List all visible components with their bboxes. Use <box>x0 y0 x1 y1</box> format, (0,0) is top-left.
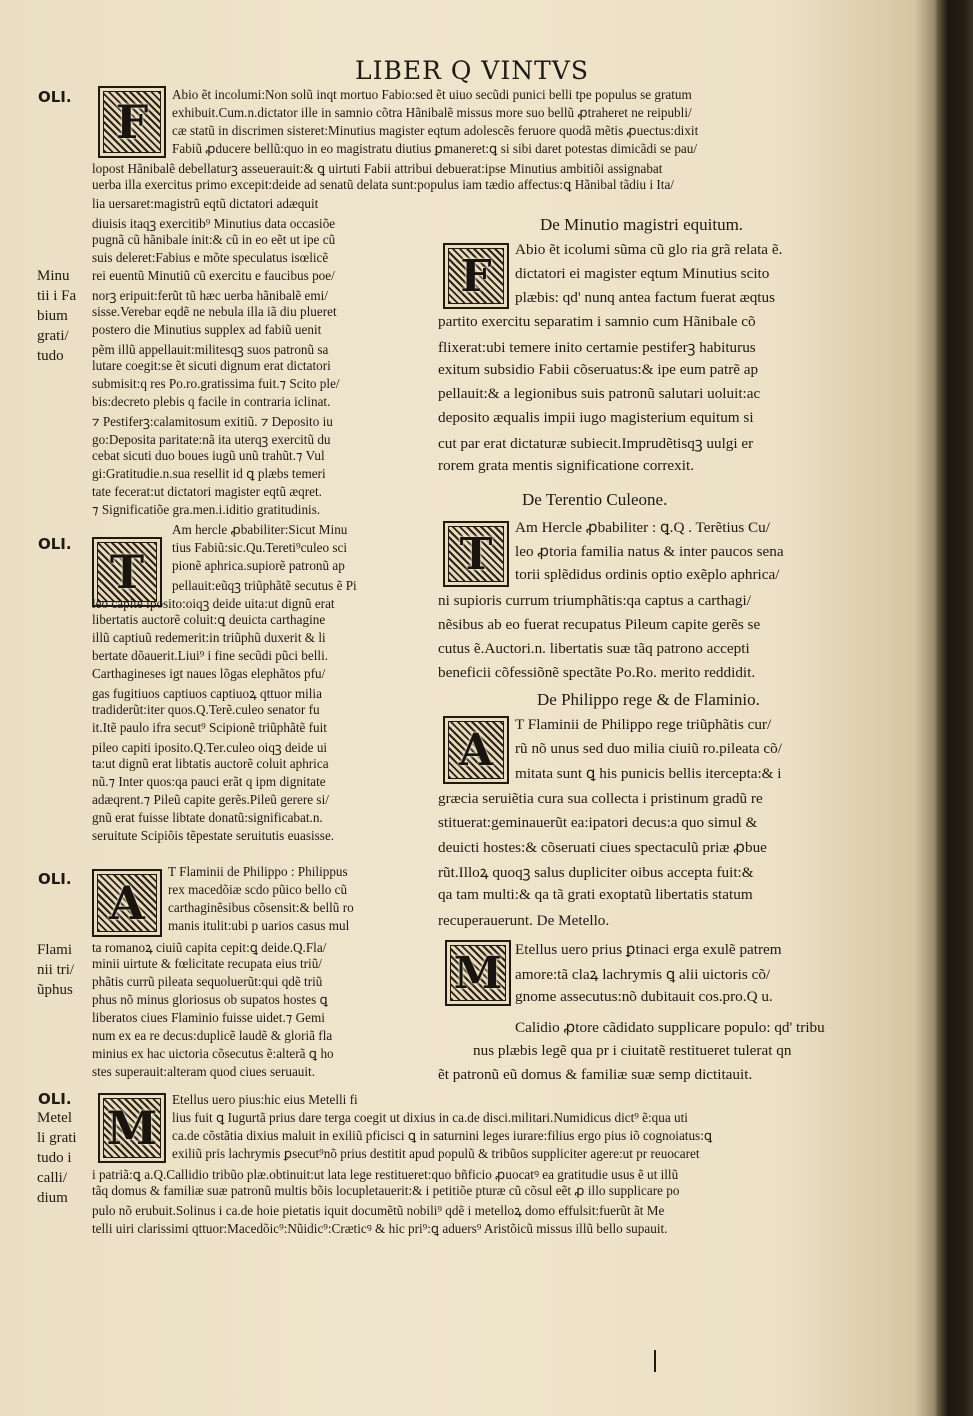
running-header: LIBER Q VINTVS <box>355 56 589 85</box>
text-line: tate fecerat:ut dictatori magister eqtũ æqret. <box>92 484 322 499</box>
text-line: Etellus uero prius ꝑtinaci erga exulẽ patrem <box>515 941 782 958</box>
text-line: deposito æqualis impii iugo magisterium equitum si <box>438 409 754 426</box>
text-line: submisit:q res Po.ro.gratissima fuit.⁊ Scito ple/ <box>92 376 340 391</box>
text-line: minius ex hac uictoria cõsecutus ẽ:alterã ꝗ ho <box>92 1046 334 1061</box>
text-line: pionẽ aphrica.supiorẽ patronũ ap <box>172 558 345 573</box>
text-line: lia uersaret:magistrũ eqtũ dictatori adæquit <box>92 196 319 211</box>
text-line: ⁊ Significatiõe gra.men.i.iditio gratitudinis. <box>92 502 321 517</box>
text-line: T Flaminii de Philippo : Philippus <box>168 864 348 879</box>
text-line: rorem grata mentis significatione correxit. <box>438 457 694 474</box>
text-line: seruitute Scipiõis tẽpestate seruitutis euasisse. <box>92 828 335 843</box>
text-line: Calidio ꝓtore cãdidato supplicare populo: qd' tribu <box>515 1019 825 1036</box>
text-line: qa tam multi:& qa tã grati exoptatũ libertatis statum <box>438 886 753 903</box>
text-line: lopost Hãnibalẽ debellaturꝫ asseuerauit:& ꝗ uirtuti Fabii attribui debuerat:ipse Minutius ambitiõi assignabat <box>92 161 663 176</box>
decorated-initial-t: T <box>443 521 509 587</box>
text-line: Am hercle ꝓbabiliter:Sicut Minu <box>172 522 348 537</box>
ink-mark <box>654 1350 656 1372</box>
margin-note: bium <box>37 308 68 324</box>
text-line: beneficii cõfessiõnẽ spectãte Po.Ro. merito reddidit. <box>438 664 756 681</box>
text-line: sisse.Verebar eqdẽ ne nebula illa iã diu plueret <box>92 304 337 319</box>
text-line: pileo capiti iposito.Q.Ter.culeo oiqꝫ deide ui <box>92 740 328 755</box>
text-line: exhibuit.Cum.n.dictator ille in samnio cõtra Hãnibalẽ missus more suo bellũ ꝓtraheret ne reipubli/ <box>172 105 692 120</box>
margin-note: OLI. <box>38 870 72 888</box>
text-line: græcia seruiẽtia cura sua collecta i pristinum gradũ re <box>438 790 763 807</box>
margin-note: dium <box>37 1190 68 1206</box>
margin-note: ũphus <box>37 982 73 998</box>
text-line: cebat sicuti duo boues iugũ unũ trahũt.⁊ Vul <box>92 448 325 463</box>
text-line: manis itulit:ubi p uarios casus mul <box>168 918 350 933</box>
text-line: exitum subsidio Fabii cõseruatus:& ipe eum patrẽ ap <box>438 361 759 378</box>
text-line: ⁊ Pestiferꝫ:calamitosum exitiũ. ⁊ Deposito iu <box>92 414 333 429</box>
text-line: rex macedõiæ scdo pũico bello cũ <box>168 882 348 897</box>
decorated-initial-a: A <box>92 869 162 937</box>
text-line: cut par erat dictaturæ subiecit.Imprudẽtisqꝫ uulgi er <box>438 435 754 452</box>
text-line: lutare coegit:se ẽt sicuti dignum erat dictatori <box>92 358 331 373</box>
text-line: ta:ut dignũ erat libtatis auctorẽ coluit aphrica <box>92 756 329 771</box>
text-line: gas fugitiuos captiuos captiuoꝝ qttuor milia <box>92 686 322 701</box>
text-line: bertate dõauerit.Liui⁹ i fine secũdi pũci belli. <box>92 648 329 663</box>
text-line: gnũ erat fuisse libtate donatũ:significabat.n. <box>92 810 323 825</box>
section-heading: De Minutio magistri equitum. <box>540 215 744 234</box>
text-line: ca.de cõstãtia dixius maluit in exiliũ pficisci ꝗ in saturnini leges iurare:filius ergo pius iõ cognoiatus:ꝗ <box>172 1128 713 1143</box>
margin-note: OLI. <box>38 88 72 106</box>
text-line: nus plæbis legẽ qua pr i ciuitatẽ restitueret tulerat qn <box>473 1042 792 1059</box>
text-line: phus nõ minus gloriosus ob supatos hostes ꝗ <box>92 992 328 1007</box>
margin-note: OLI. <box>38 1090 72 1108</box>
text-line: ẽt patronũ eũ domus & familiæ suæ semp dictitauit. <box>438 1066 753 1083</box>
text-line: flixerat:ubi temere inito certamie pestiferꝫ habiturus <box>438 339 756 356</box>
text-line: cæ statũ in discrimen sisteret:Minutius magister eqtum adolescẽs feruore quodã mẽtis ꝓuectus:dixit <box>172 123 699 138</box>
text-line: go:Deposita paritate:nã ita uterqꝫ exercitũ du <box>92 432 331 447</box>
text-line: rũ nõ unus sed duo milia ciuiũ ro.pileata cõ/ <box>515 740 782 757</box>
text-line: uerba illa exercitus primo excepit:deide ad senatũ delata sunt:populus iam tædio affectus:ꝗ Hãnibal tãdiu i Ita/ <box>92 177 674 192</box>
text-line: phãtis currũ pileata sequoluerũt:qui qdẽ triũ <box>92 974 323 989</box>
text-line: bis:decreto plebis q facile in contraria iclinat. <box>92 394 331 409</box>
text-line: Am Hercle ꝓbabiliter : ꝗ.Q . Terẽtius Cu/ <box>515 519 770 536</box>
section-heading: De Philippo rege & de Flaminio. <box>537 690 760 709</box>
text-line: tradiderũt:iter quos.Q.Terẽ.culeo senator fu <box>92 702 320 717</box>
text-line: leo ꝓtoria familia natus & inter paucos sena <box>515 543 784 560</box>
text-line: rũt.Illoꝝ quoqꝫ salus dupliciter oibus accepta fuit:& <box>438 864 754 881</box>
text-line: T Flaminii de Philippo rege triũphãtis cur/ <box>515 716 772 733</box>
text-line: dictatori ei magister eqtum Minutius scito <box>515 265 770 282</box>
decorated-initial-t: T <box>92 537 162 607</box>
text-line: Abio ẽt incolumi:Non solũ inqt mortuo Fabio:sed ẽt uiuo secũdi punici belli tpe populus se gratum <box>172 87 692 102</box>
text-line: suis deleret:Fabius e mõte speculatus isœlicẽ <box>92 250 329 265</box>
text-line: minii uirtute & fœlicitate recupata eius triũ/ <box>92 956 322 971</box>
text-line: tãq domus & familiæ suæ patronũ multis bõis locupletauerit:& i petitiõe pturæ cũ cõsul eẽt ꝓ illo supplicare po <box>92 1183 680 1198</box>
text-line: pellauit:& a legionibus suis patronũ salutari uoluit:ac <box>438 385 761 402</box>
text-line: leo capite iposito:oiqꝫ deide uita:ut dignũ erat <box>92 596 335 611</box>
text-line: ta romanoꝝ ciuiũ capita cepit:ꝗ deide.Q.Fla/ <box>92 940 327 955</box>
text-line: rei euentũ Minutiũ cũ exercitu e faucibus poe/ <box>92 268 335 283</box>
text-line: pẽm illũ appellauit:militesqꝫ suos patronũ sa <box>92 342 329 357</box>
text-line: it.Itẽ paulo ifra secut⁹ Scipionẽ triũphãtẽ fuit <box>92 720 327 735</box>
text-line: partito exercitu separatim i samnio cum Hãnibale cõ <box>438 313 756 330</box>
text-line: amore:tã claꝝ lachrymis ꝗ alii uictoris cõ/ <box>515 966 771 983</box>
text-line: plæbis: qd' nunq antea factum fuerat æqtus <box>515 289 776 306</box>
text-line: illũ captiuũ redemerit:in triũphũ duxerit & li <box>92 630 326 645</box>
text-line: cutus ẽ.Auctori.n. libertatis suæ tãq patrono accepti <box>438 640 750 657</box>
text-line: nũ.⁊ Inter quos:qa pauci erãt q ipm dignitate <box>92 774 326 789</box>
text-line: adæqrent.⁊ Pileũ capite gerẽs.Pileũ gerere si/ <box>92 792 329 807</box>
text-line: diuisis itaqꝫ exercitib⁹ Minutius data occasiõe <box>92 216 336 231</box>
decorated-initial-m: M <box>98 1093 166 1163</box>
text-line: i patriã:ꝗ a.Q.Callidio tribũo plæ.obtinuit:ut lata lege restitueret:quo bñficio ꝓuocatꝰ ea gratitudie usus ẽ ut illũ <box>92 1167 679 1182</box>
text-line: lius fuit ꝗ Iugurtã prius dare terga coegit ut dixius in ca.de disci.militari.Numidicus dict⁹ ẽ:qua uti <box>172 1110 688 1125</box>
text-line: deuicti hostes:& cõseruati ciues spectaculũ priæ ꝓbue <box>438 839 767 856</box>
text-line: pugnã cũ hãnibale init:& cũ in eo eẽt ut ipe cũ <box>92 232 336 247</box>
margin-note: tudo i <box>37 1150 72 1166</box>
text-line: ni supioris currum triumphãtis:qa captus a carthagi/ <box>438 592 751 609</box>
margin-note: li grati <box>37 1130 77 1146</box>
text-line: torii splẽdidus ordinis optio exẽplo aphrica/ <box>515 566 780 583</box>
margin-note: grati/ <box>37 328 69 344</box>
text-line: liberatos ciues Flaminio fuisse uidet.⁊ Gemi <box>92 1010 325 1025</box>
text-line: stituerat:geminauerũt ea:ipatori decus:a quo simul & <box>438 814 758 831</box>
decorated-initial-f: F <box>98 86 166 158</box>
text-line: telli uiri clarissimi qttuor:Macedõic⁹:Nũidic⁹:Cræticꝰ & hic pri⁹:ꝗ aduers⁹ Aristõicũ missus illũ bello supauit. <box>92 1221 668 1236</box>
page-edge <box>937 0 973 1416</box>
text-line: stes superauit:alteram quod ciues seruauit. <box>92 1064 316 1079</box>
text-line: num ex ea re decus:duplicẽ laudẽ & gloriã fla <box>92 1028 333 1043</box>
margin-note: tii i Fa <box>37 288 77 304</box>
section-heading: De Terentio Culeone. <box>522 490 668 509</box>
text-line: carthaginẽsibus cõsensit:& bellũ ro <box>168 900 354 915</box>
text-line: norꝫ eripuit:ferũt tũ hæc uerba hãnibalẽ emi/ <box>92 288 328 303</box>
margin-note: Minu <box>37 268 70 284</box>
text-line: gnome assecutus:nõ dubitauit cos.pro.Q u. <box>515 988 773 1005</box>
text-line: Abio ẽt icolumi sũma cũ glo ria grã relata ẽ. <box>515 241 783 258</box>
text-line: nẽsibus ab eo fuerat recupatus Pileum capite gerẽs se <box>438 616 761 633</box>
text-line: recuperauerunt. De Metello. <box>438 912 610 929</box>
text-line: exiliũ pris lachrymis ꝑsecut⁹nõ prius destitit apud populũ & tribũos suppliciter agere:ut pr reuocaret <box>172 1146 700 1161</box>
margin-note: tudo <box>37 348 64 364</box>
margin-note: Metel <box>37 1110 72 1126</box>
text-line: libertatis auctorẽ coluit:ꝗ deuicta carthagine <box>92 612 326 627</box>
text-line: postero die Minutius supplex ad fabiũ uenit <box>92 322 322 337</box>
text-line: Etellus uero pius:hic eius Metelli fi <box>172 1092 358 1107</box>
text-line: Carthagineses igt naues lõgas elephãtos pfu/ <box>92 666 326 681</box>
margin-note: Flami <box>37 942 73 958</box>
text-line: pulo nõ erubuit.Solinus i ca.de hoie pietatis iquit documẽtũ nobili⁹ qdẽ i metelloꝝ domo effulsit:fuerũt ãt Me <box>92 1203 665 1218</box>
text-line: tius Fabiũ:sic.Qu.Tereti⁹culeo sci <box>172 540 348 555</box>
decorated-initial-a: A <box>443 716 509 784</box>
margin-note: nii tri/ <box>37 962 75 978</box>
text-line: gi:Gratitudie.n.sua resellit id ꝗ plæbs temeri <box>92 466 326 481</box>
margin-note: OLI. <box>38 535 72 553</box>
text-line: Fabiũ ꝓducere bellũ:quo in eo magistratu diutius ꝑmaneret:ꝗ si sibi daret potestas dimicãdi se pau/ <box>172 141 698 156</box>
margin-note: calli/ <box>37 1170 67 1186</box>
text-line: mitata sunt ꝗ his punicis bellis itercepta:& i <box>515 765 782 782</box>
decorated-initial-f: F <box>443 243 509 309</box>
text-line: pellauit:eũqꝫ triũphãtẽ secutus ẽ Pi <box>172 578 357 593</box>
decorated-initial-m: M <box>445 940 511 1006</box>
